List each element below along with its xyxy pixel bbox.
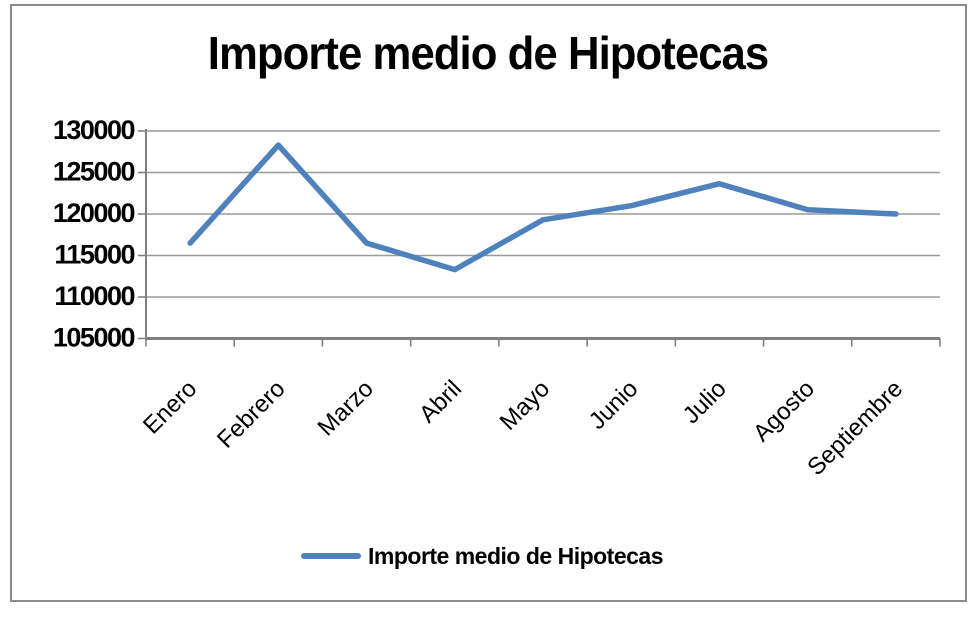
y-axis-label: 105000 [52,322,134,353]
x-axis-label: Agosto [747,375,820,448]
x-axis-label: Enero [137,375,203,440]
y-axis-label: 120000 [52,198,134,228]
x-axis-label: Abril [413,375,468,429]
chart-legend [301,541,663,571]
y-axis-label: 115000 [54,239,134,270]
x-axis-label: Febrero [212,375,291,454]
chart-title-text: Importe medio de Hipotecas [208,27,769,79]
y-axis-label: 125000 [52,156,134,187]
x-axis-label: Septiembre [802,375,909,482]
series-line [190,145,896,270]
x-axis-label: Marzo [312,375,379,442]
x-axis-label: Junio [583,375,644,435]
legend-label: Importe medio de Hipotecas [368,542,664,569]
y-axis-label: 110000 [54,281,134,311]
y-axis-label: 130000 [52,115,134,145]
legend-line-swatch [301,553,361,559]
x-axis-label: Julio [677,375,732,430]
x-axis-label: Mayo [494,375,556,436]
